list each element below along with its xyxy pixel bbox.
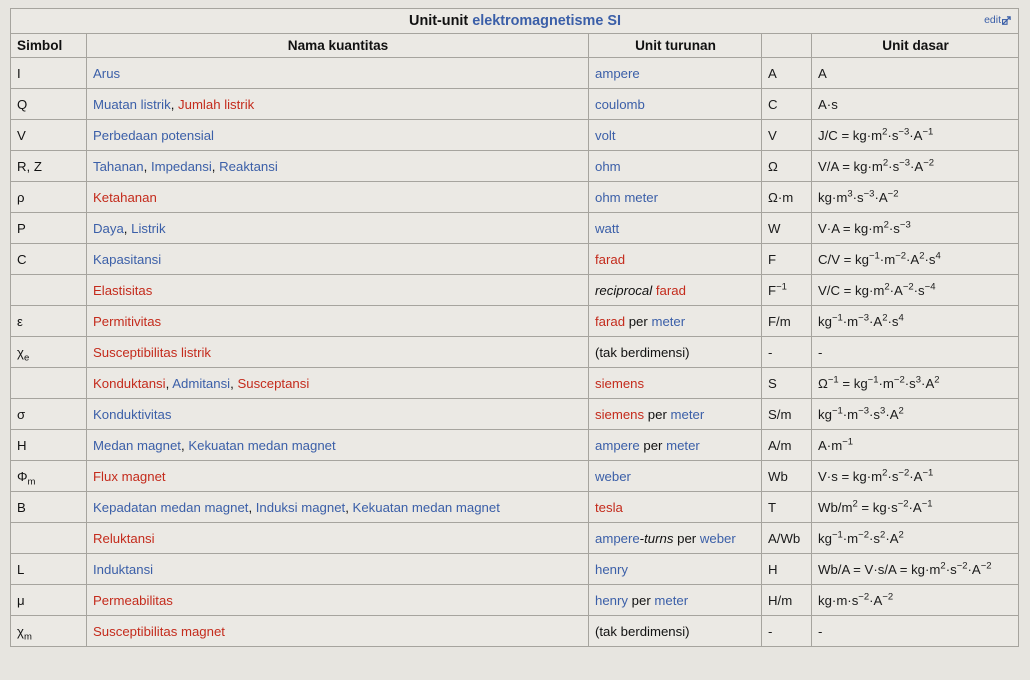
- cell-symbol: μ: [11, 585, 87, 616]
- table-row: [11, 585, 1019, 616]
- cell-base-unit: $kg^{-1}\cdot m^{-3}\cdot A^2\cdot s^4$: [812, 306, 1019, 337]
- cell-derived-unit: [589, 120, 762, 151]
- plain-text: ,: [170, 96, 179, 112]
- cell-quantity: [87, 492, 589, 523]
- cell-quantity: [87, 89, 589, 120]
- cell-quantity: [87, 151, 589, 182]
- wiki-link[interactable]: Kepadatan medan magnet: [93, 499, 249, 515]
- header-abbreviation: [762, 34, 812, 58]
- header-quantity: Nama kuantitas: [87, 34, 589, 58]
- cell-abbreviation: C: [762, 89, 812, 120]
- cell-base-unit: $A\cdot m^{-1}$: [812, 430, 1019, 461]
- cell-symbol: R, Z: [11, 151, 87, 182]
- cell-symbol: $\chi_m$: [11, 616, 87, 647]
- plain-text: per: [625, 313, 652, 329]
- cell-base-unit: -: [812, 337, 1019, 368]
- wiki-link[interactable]: ohm meter: [595, 189, 659, 205]
- cell-derived-unit: [589, 616, 762, 647]
- plain-text: ,: [230, 375, 238, 391]
- wiki-link[interactable]: Reaktansi: [219, 158, 278, 174]
- wiki-link[interactable]: Tahanan: [93, 158, 144, 174]
- cell-abbreviation: F/m: [762, 306, 812, 337]
- cell-quantity: [87, 554, 589, 585]
- table-row: [11, 337, 1019, 368]
- cell-symbol: $\Phi_m$: [11, 461, 87, 492]
- cell-quantity: [87, 430, 589, 461]
- wiki-link[interactable]: Admitansi: [172, 375, 231, 391]
- cell-quantity: [87, 120, 589, 151]
- wiki-link[interactable]: meter: [654, 592, 689, 608]
- cell-derived-unit: [589, 399, 762, 430]
- plain-text: per: [639, 437, 667, 453]
- table-row: [11, 523, 1019, 554]
- wiki-redlink[interactable]: Susceptansi: [237, 375, 310, 391]
- table-row: [11, 430, 1019, 461]
- table-row: [11, 182, 1019, 213]
- wiki-redlink[interactable]: Flux magnet: [93, 468, 166, 484]
- wiki-link[interactable]: meter: [666, 437, 700, 453]
- cell-symbol: H: [11, 430, 87, 461]
- cell-quantity: [87, 523, 589, 554]
- cell-base-unit: $V/A = kg\cdot m^2\cdot s^{-3}\cdot A^{-2}$: [812, 151, 1019, 182]
- cell-symbol: C: [11, 244, 87, 275]
- cell-base-unit: $V/C = kg\cdot m^2\cdot A^{-2}\cdot s^{-4}$: [812, 275, 1019, 306]
- wiki-link[interactable]: weber: [595, 468, 631, 484]
- cell-base-unit: $\Omega^{-1} = kg^{-1}\cdot m^{-2}\cdot s^3\cdot A^2$: [812, 368, 1019, 399]
- plain-text: ,: [345, 499, 353, 515]
- wiki-link[interactable]: henry: [595, 592, 628, 608]
- wiki-link[interactable]: Kekuatan medan magnet: [188, 437, 336, 453]
- cell-derived-unit: [589, 461, 762, 492]
- wiki-link[interactable]: volt: [595, 127, 616, 143]
- wiki-redlink[interactable]: Permitivitas: [93, 313, 162, 329]
- table-row: [11, 399, 1019, 430]
- cell-abbreviation: A/Wb: [762, 523, 812, 554]
- cell-abbreviation: H/m: [762, 585, 812, 616]
- cell-derived-unit: [589, 244, 762, 275]
- wiki-redlink[interactable]: Ketahanan: [93, 189, 157, 205]
- wiki-link[interactable]: coulomb: [595, 96, 645, 112]
- wiki-link[interactable]: ampere: [595, 65, 640, 81]
- wiki-link[interactable]: meter: [651, 313, 686, 329]
- cell-abbreviation: Wb: [762, 461, 812, 492]
- cell-quantity: [87, 399, 589, 430]
- cell-symbol: ε: [11, 306, 87, 337]
- cell-quantity: [87, 461, 589, 492]
- wiki-link[interactable]: Impedansi: [150, 158, 212, 174]
- caption-row: [11, 9, 1019, 34]
- wiki-link[interactable]: Perbedaan potensial: [93, 127, 214, 143]
- cell-base-unit: $J/C = kg\cdot m^2\cdot s^{-3}\cdot A^{-1}$: [812, 120, 1019, 151]
- cell-derived-unit: [589, 58, 762, 89]
- cell-abbreviation: A/m: [762, 430, 812, 461]
- cell-derived-unit: [589, 337, 762, 368]
- cell-abbreviation: S: [762, 368, 812, 399]
- wiki-link[interactable]: Medan magnet: [93, 437, 181, 453]
- cell-abbreviation: -: [762, 337, 812, 368]
- wiki-redlink[interactable]: Susceptibilitas magnet: [93, 623, 225, 639]
- cell-abbreviation: S/m: [762, 399, 812, 430]
- cell-base-unit: -: [812, 616, 1019, 647]
- table-row: [11, 461, 1019, 492]
- edit-link[interactable]: [984, 14, 1011, 26]
- wiki-redlink[interactable]: Elastisitas: [93, 282, 153, 298]
- cell-abbreviation: H: [762, 554, 812, 585]
- electromagnetism-units-table: [10, 8, 1019, 647]
- wiki-link[interactable]: Daya: [93, 220, 124, 236]
- cell-base-unit: $kg\cdot m^3\cdot s^{-3}\cdot A^{-2}$: [812, 182, 1019, 213]
- wiki-redlink[interactable]: tesla: [595, 499, 623, 515]
- cell-derived-unit: [589, 523, 762, 554]
- plain-text: ,: [165, 375, 173, 391]
- wiki-link[interactable]: Konduktivitas: [93, 406, 172, 422]
- table-row: [11, 368, 1019, 399]
- cell-symbol: L: [11, 554, 87, 585]
- wiki-redlink[interactable]: Permeabilitas: [93, 592, 173, 608]
- cell-derived-unit: [589, 151, 762, 182]
- plain-text: per: [644, 406, 671, 422]
- cell-quantity: [87, 213, 589, 244]
- wiki-link[interactable]: Induksi magnet: [255, 499, 346, 515]
- wiki-link[interactable]: Arus: [93, 65, 121, 81]
- cell-base-unit: $Wb/A = V\cdot s/A = kg\cdot m^2\cdot s^{-2}\cdot A^{-2}$: [812, 554, 1019, 585]
- cell-symbol: $\chi_e$: [11, 337, 87, 368]
- cell-symbol: I: [11, 58, 87, 89]
- cell-quantity: [87, 58, 589, 89]
- plain-text: ,: [143, 158, 151, 174]
- table-row: [11, 151, 1019, 182]
- cell-abbreviation: F: [762, 244, 812, 275]
- cell-symbol: B: [11, 492, 87, 523]
- wiki-link[interactable]: weber: [699, 530, 736, 546]
- wiki-link[interactable]: Kekuatan medan magnet: [352, 499, 500, 515]
- wiki-link[interactable]: ampere: [595, 530, 640, 546]
- table-row: [11, 89, 1019, 120]
- wiki-link[interactable]: henry: [595, 561, 628, 577]
- wiki-link[interactable]: meter: [670, 406, 705, 422]
- external-edit-icon: [1002, 16, 1011, 25]
- table-body: [11, 9, 1019, 647]
- wiki-link[interactable]: watt: [595, 220, 620, 236]
- plain-text: per: [673, 530, 700, 546]
- cell-base-unit: $Wb/m^2 = kg\cdot s^{-2}\cdot A^{-1}$: [812, 492, 1019, 523]
- table-row: [11, 554, 1019, 585]
- wiki-link[interactable]: Induktansi: [93, 561, 154, 577]
- wiki-redlink[interactable]: Jumlah listrik: [178, 96, 255, 112]
- wiki-redlink[interactable]: siemens: [595, 375, 645, 391]
- cell-quantity: [87, 244, 589, 275]
- cell-derived-unit: [589, 585, 762, 616]
- cell-base-unit: $V\cdot s = kg\cdot m^2\cdot s^{-2}\cdot A^{-1}$: [812, 461, 1019, 492]
- cell-derived-unit: [589, 368, 762, 399]
- wiki-redlink[interactable]: Konduktansi: [93, 375, 166, 391]
- wiki-link[interactable]: ampere: [595, 437, 640, 453]
- wiki-redlink[interactable]: Susceptibilitas listrik: [93, 344, 211, 360]
- table-row: [11, 275, 1019, 306]
- wiki-redlink[interactable]: siemens: [595, 406, 645, 422]
- cell-quantity: [87, 337, 589, 368]
- header-base-unit: Unit dasar: [812, 34, 1019, 58]
- cell-abbreviation: Ω·m: [762, 182, 812, 213]
- plain-text: ,: [248, 499, 256, 515]
- table-row: [11, 213, 1019, 244]
- cell-base-unit: $kg^{-1}\cdot m^{-3}\cdot s^3\cdot A^2$: [812, 399, 1019, 430]
- table-row: [11, 58, 1019, 89]
- table-row: [11, 306, 1019, 337]
- cell-quantity: [87, 368, 589, 399]
- cell-base-unit: A·s: [812, 89, 1019, 120]
- cell-derived-unit: [589, 89, 762, 120]
- wiki-redlink[interactable]: farad: [655, 282, 686, 298]
- plain-text: ,: [123, 220, 132, 236]
- cell-symbol: [11, 523, 87, 554]
- cell-symbol: [11, 275, 87, 306]
- cell-base-unit: A: [812, 58, 1019, 89]
- caption-prefix: Unit-unit: [409, 13, 473, 29]
- cell-derived-unit: [589, 430, 762, 461]
- cell-symbol: P: [11, 213, 87, 244]
- wiki-link[interactable]: Listrik: [131, 220, 166, 236]
- table-caption: [11, 9, 1019, 34]
- table-row: [11, 616, 1019, 647]
- cell-derived-unit: [589, 492, 762, 523]
- cell-symbol: V: [11, 120, 87, 151]
- cell-symbol: σ: [11, 399, 87, 430]
- cell-quantity: [87, 585, 589, 616]
- cell-derived-unit: [589, 182, 762, 213]
- wiki-redlink[interactable]: farad: [595, 313, 626, 329]
- cell-base-unit: $kg^{-1}\cdot m^{-2}\cdot s^2\cdot A^2$: [812, 523, 1019, 554]
- cell-symbol: [11, 368, 87, 399]
- plain-text: (tak berdimensi): [595, 623, 690, 639]
- cell-abbreviation: T: [762, 492, 812, 523]
- cell-base-unit: $kg\cdot m\cdot s^{-2}\cdot A^{-2}$: [812, 585, 1019, 616]
- wiki-redlink[interactable]: farad: [595, 251, 626, 267]
- cell-derived-unit: [589, 275, 762, 306]
- header-symbol: Simbol: [11, 34, 87, 58]
- plain-text: -: [639, 530, 645, 546]
- cell-derived-unit: [589, 306, 762, 337]
- table-row: [11, 244, 1019, 275]
- edit-label: edit: [984, 14, 1002, 26]
- cell-abbreviation: Ω: [762, 151, 812, 182]
- cell-derived-unit: [589, 213, 762, 244]
- plain-text: ,: [180, 437, 189, 453]
- cell-base-unit: $V\cdot A = kg\cdot m^2\cdot s^{-3}$: [812, 213, 1019, 244]
- plain-text: (tak berdimensi): [595, 344, 690, 360]
- table-row: [11, 492, 1019, 523]
- cell-quantity: [87, 275, 589, 306]
- caption-link-si[interactable]: SI: [607, 13, 621, 29]
- wiki-link[interactable]: Muatan listrik: [93, 96, 171, 112]
- cell-derived-unit: [589, 554, 762, 585]
- cell-base-unit: $C/V = kg^{-1}\cdot m^{-2}\cdot A^2\cdot s^4$: [812, 244, 1019, 275]
- header-derived-unit: Unit turunan: [589, 34, 762, 58]
- wiki-link[interactable]: Kapasitansi: [93, 251, 162, 267]
- cell-abbreviation: -: [762, 616, 812, 647]
- plain-text: per: [628, 592, 655, 608]
- cell-abbreviation: W: [762, 213, 812, 244]
- plain-text: ,: [211, 158, 220, 174]
- cell-abbreviation: $F^{-1}$: [762, 275, 812, 306]
- italic-text: turns: [644, 530, 674, 546]
- cell-quantity: [87, 306, 589, 337]
- cell-symbol: ρ: [11, 182, 87, 213]
- wiki-link[interactable]: ohm: [595, 158, 621, 174]
- cell-abbreviation: A: [762, 58, 812, 89]
- cell-quantity: [87, 616, 589, 647]
- italic-text: reciprocal: [595, 282, 653, 298]
- cell-quantity: [87, 182, 589, 213]
- header-row: [11, 34, 1019, 58]
- wiki-redlink[interactable]: Reluktansi: [93, 530, 155, 546]
- cell-symbol: Q: [11, 89, 87, 120]
- table-row: [11, 120, 1019, 151]
- caption-link-elektromagnetisme[interactable]: elektromagnetisme: [472, 13, 604, 29]
- cell-abbreviation: V: [762, 120, 812, 151]
